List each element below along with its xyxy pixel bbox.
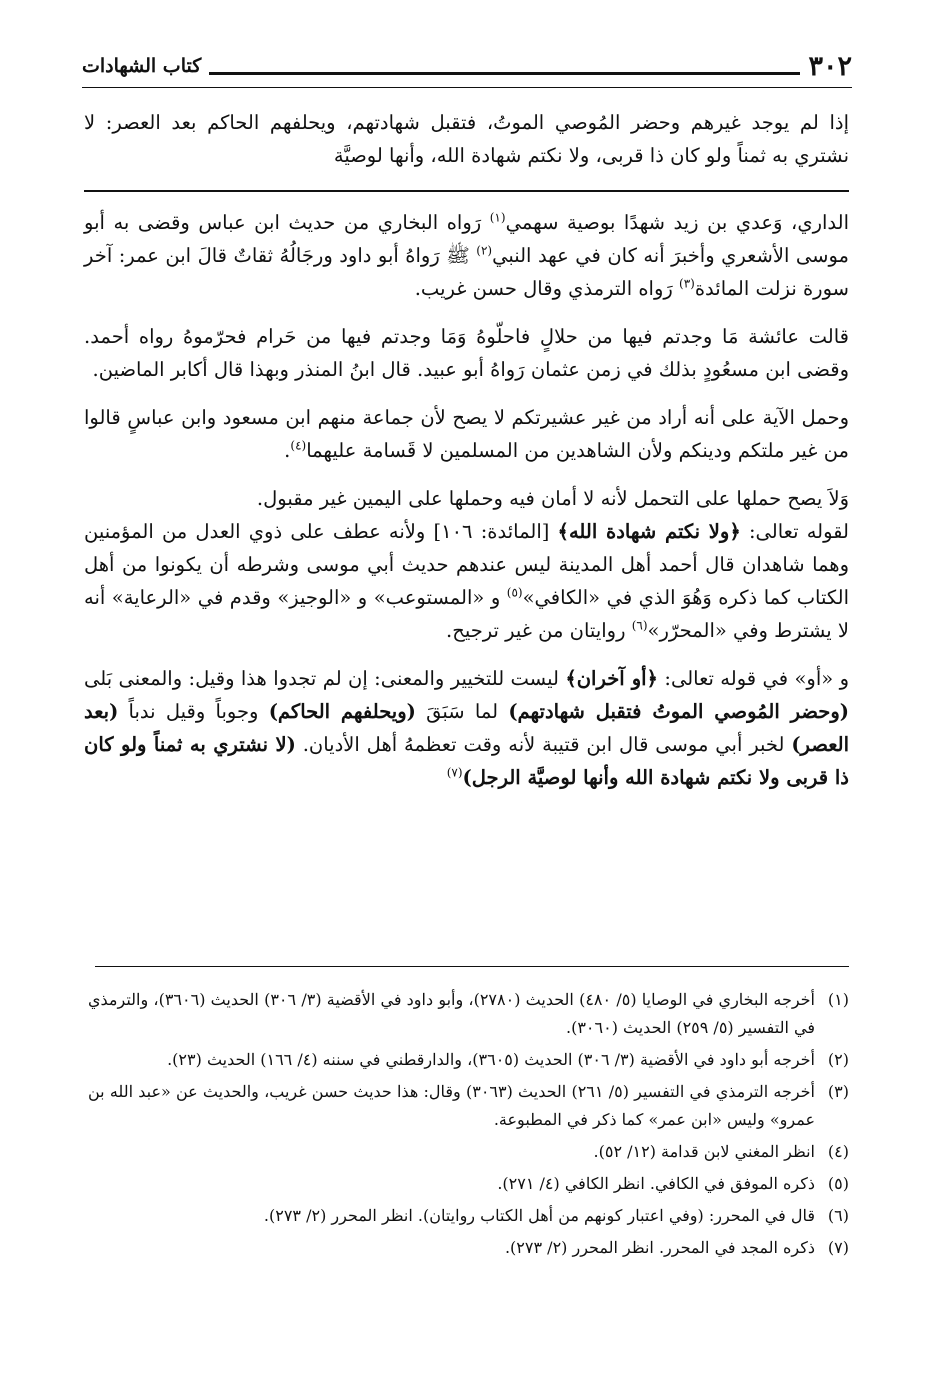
footnote-item	[88, 1138, 849, 1166]
footnote-ref-1[interactable]: (١)	[489, 210, 506, 225]
footnote-ref-3[interactable]: (٣)	[679, 276, 695, 291]
matn-text: إذا لم يوجد غيرهم وحضر المُوصي الموتُ، فتقبل شهادتهم، ويحلفهم الحاكم بعد العصر: لا نشتري به ثمناً ولو كان ذا قربى، ولا نكتم شهادة الله، وأنها لوصيَّة	[84, 111, 849, 167]
footnote-ref-5[interactable]: (٥)	[506, 585, 523, 600]
footnote-item	[88, 1170, 849, 1198]
quran-quote: ﴿ولا نكتم شهادة الله﴾	[557, 520, 741, 543]
text-span: الداري، وَعدي بن زيد شهدًا بوصية سهمي	[505, 211, 850, 234]
footnote-text: قال في المحرر: (وفي اعتبار كونهم من أهل الكتاب روايتان). انظر المحرر (٢/ ٢٧٣).	[263, 1206, 815, 1225]
text-span: روايتان من غير ترجيح.	[446, 619, 632, 642]
footnote-text: ذكره المجد في المحرر. انظر المحرر (٢/ ٢٧٣).	[504, 1238, 815, 1257]
paragraph-2	[84, 320, 849, 386]
footnote-item	[88, 1234, 849, 1262]
footnote-number: (٥)	[827, 1174, 849, 1193]
text-span: لقوله تعالى:	[740, 520, 849, 543]
footnote-ref-6[interactable]: (٦)	[631, 618, 648, 633]
main-text	[84, 106, 849, 809]
page-header	[82, 48, 852, 84]
footnote-ref-7[interactable]: (٧)	[446, 765, 463, 780]
footnote-text: انظر المغني لابن قدامة (١٢/ ٥٢).	[593, 1142, 815, 1161]
matn-quote: (لا نشتري به ثمناً ولو كان ذا قربى ولا نكتم شهادة الله وأنها لوصيَّة الرجل)	[84, 733, 849, 789]
matn-quote: (ويحلفهم الحاكم)	[268, 700, 416, 723]
footnote-text: أخرجه الترمذي في التفسير (٥/ ٢٦١) الحديث (٣٠٦٣) وقال: هذا حديث حسن غريب، والحديث عن «عبد الله بن عمرو» وليس «ابن عمر» كما ذكر في المطبوعة.	[88, 1082, 816, 1129]
footnote-number: (٦)	[827, 1206, 849, 1225]
text-span: .	[284, 439, 291, 462]
footnote-text: أخرجه أبو داود في الأقضية (٣/ ٣٠٦) الحديث (٣٦٠٥)، والدارقطني في سننه (٤/ ١٦٦) الحديث (٢٣).	[167, 1050, 815, 1069]
footnote-divider	[95, 966, 849, 967]
footnote-number: (٣)	[827, 1082, 849, 1101]
footnote-text: ذكره الموفق في الكافي. انظر الكافي (٤/ ٢٧١).	[497, 1174, 815, 1193]
text-span: رَواه البخاري من حديث ابن عباس وقضى به أبو موسى الأشعري وأخبرَ أنه كان في عهد النبي	[84, 211, 849, 267]
footnote-text: أخرجه البخاري في الوصايا (٥/ ٤٨٠) الحديث (٢٧٨٠)، وأبو داود في الأقضية (٣/ ٣٠٦) الحديث (٣٦٠٦)، والترمذي في التفسير (٥/ ٢٥٩) الحديث (٣٠٦٠).	[88, 990, 815, 1037]
footnote-item	[88, 1078, 849, 1134]
paragraph-3	[84, 401, 849, 467]
matn-quote: (بعد العصر)	[84, 700, 849, 756]
footnote-ref-4[interactable]: (٤)	[290, 438, 307, 453]
quran-quote: ﴿أو آخران﴾	[565, 667, 658, 690]
paragraph-1	[84, 206, 849, 305]
matn-divider	[84, 190, 849, 192]
text-span: [المائدة: ١٠٦] ولأنه عطف على ذوي العدل من المؤمنين وهما شاهدان قال أحمد أهل المدينة ليس عندهم حديث أبي موسى وشرطه أن يكونوا من أهل الكتاب كما ذكره وَهُوَ الذي في «الكافي»	[84, 520, 850, 609]
footnote-number: (٤)	[827, 1142, 849, 1161]
paragraph-line: وَلاَ يصح حملها على التحمل لأنه لا أمان فيه وحملها على اليمين غير مقبول.	[256, 487, 849, 510]
text-span: و «أو» في قوله تعالى:	[657, 667, 849, 690]
matn-quote: (وحضر المُوصي الموتُ فتقبل شهادتهم)	[508, 700, 849, 723]
header-divider	[82, 87, 852, 88]
text-span: رَواه الترمذي وقال حسن غريب.	[414, 277, 679, 300]
footnote-number: (٢)	[827, 1050, 849, 1069]
paragraph-text: قالت عائشة مَا وجدتم فيها من حلالٍ فاحلّوهُ وَمَا وجدتم فيها من حَرام فحرّموهُ رواه أحمد. وقضى ابن مسعُودٍ بذلك في زمن عثمان رَواهُ أبو عبيد. قال ابنُ المنذر وبهذا قال أكابر الماضين.	[84, 325, 849, 381]
text-span: وحمل الآية على أنه أراد من غير عشيرتكم لا يصح لأن جماعة منهم ابن مسعود وابن عباسٍ قالوا من غير ملتكم ودينكم ولأن الشاهدين من المسلمين لا قَسامة عليهما	[84, 406, 849, 462]
paragraph-5	[84, 662, 849, 794]
text-span: لخبر أبي موسى قال ابن قتيبة لأنه وقت تعظمهُ أهل الأديان.	[295, 733, 792, 756]
header-rule	[209, 72, 800, 75]
text-span: ﷺ رَواهُ أبو داود ورجَالُهُ ثقاتٌ قالَ ابن عمر: آخر سورة نزلت المائدة	[84, 244, 849, 300]
text-span: وجوباً وقيل ندباً	[118, 700, 269, 723]
page-number: ٣٠٢	[808, 50, 852, 82]
footnote-ref-2[interactable]: (٢)	[476, 243, 493, 258]
footnote-item	[88, 1046, 849, 1074]
running-title: كتاب الشهادات	[82, 55, 202, 77]
footnotes	[88, 986, 849, 1266]
footnote-item	[88, 1202, 849, 1230]
footnote-number: (٧)	[827, 1238, 849, 1257]
text-span: لما سَبَقَ	[415, 700, 509, 723]
paragraph-4	[84, 482, 849, 647]
footnote-item	[88, 986, 849, 1042]
text-span: ليست للتخيير والمعنى: إن لم تجدوا هذا وقيل: والمعنى بَلى	[84, 667, 566, 690]
text-span: و «المستوعب» و «الوجيز» وقدم في «الرعاية» أنه لا يشترط وفي «المحرّر»	[84, 586, 849, 642]
footnote-number: (١)	[827, 990, 849, 1009]
